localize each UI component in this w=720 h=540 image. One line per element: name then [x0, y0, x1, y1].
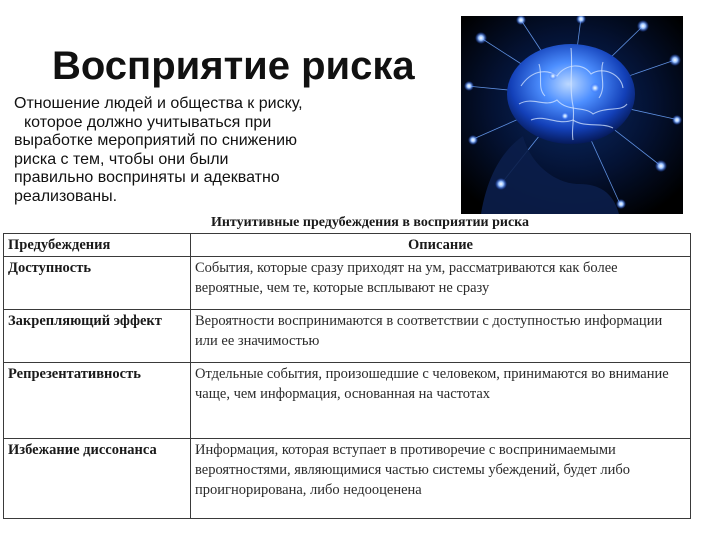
- bias-description: Отдельные события, произошедшие с человеком, принимаются во внимание чаще, чем информация, основанная на частотах: [191, 363, 691, 439]
- table-caption: Интуитивные предубеждения в восприятии риска: [210, 215, 530, 230]
- table-row: [4, 257, 691, 310]
- table-row: [4, 310, 691, 363]
- column-header-bias: Предубеждения: [4, 234, 191, 257]
- bias-term: Репрезентативность: [4, 363, 191, 439]
- brain-network-image: [461, 16, 683, 214]
- bias-table: [3, 233, 691, 519]
- column-header-description: Описание: [191, 234, 691, 257]
- table-row: [4, 439, 691, 519]
- intro-line: выработке мероприятий по снижению: [14, 132, 298, 149]
- bias-term: Доступность: [4, 257, 191, 310]
- table-row: [4, 363, 691, 439]
- intro-text: [14, 95, 454, 206]
- slide-title: Восприятие риска: [52, 44, 415, 88]
- intro-line: Отношение людей и общества к риску,: [14, 95, 303, 112]
- intro-line: риска с тем, чтобы они были: [14, 150, 229, 168]
- table-header-row: [4, 234, 691, 257]
- bias-description: События, которые сразу приходят на ум, рассматриваются как более вероятные, чем те, которые всплывают не сразу: [191, 257, 691, 310]
- bias-description: Вероятности воспринимаются в соответствии с доступностью информации или ее значимостью: [191, 310, 691, 363]
- intro-line: правильно восприняты и адекватно: [14, 169, 280, 186]
- intro-line: которое должно учитываться при: [24, 113, 272, 131]
- bias-term: Избежание диссонанса: [4, 439, 191, 519]
- bias-term: Закрепляющий эффект: [4, 310, 191, 363]
- bias-description: Информация, которая вступает в противоречие с воспринимаемыми вероятностями, являющимися частью системы убеждений, будет либо проигнорирована, либо недооценена: [191, 439, 691, 519]
- intro-line: реализованы.: [14, 187, 118, 205]
